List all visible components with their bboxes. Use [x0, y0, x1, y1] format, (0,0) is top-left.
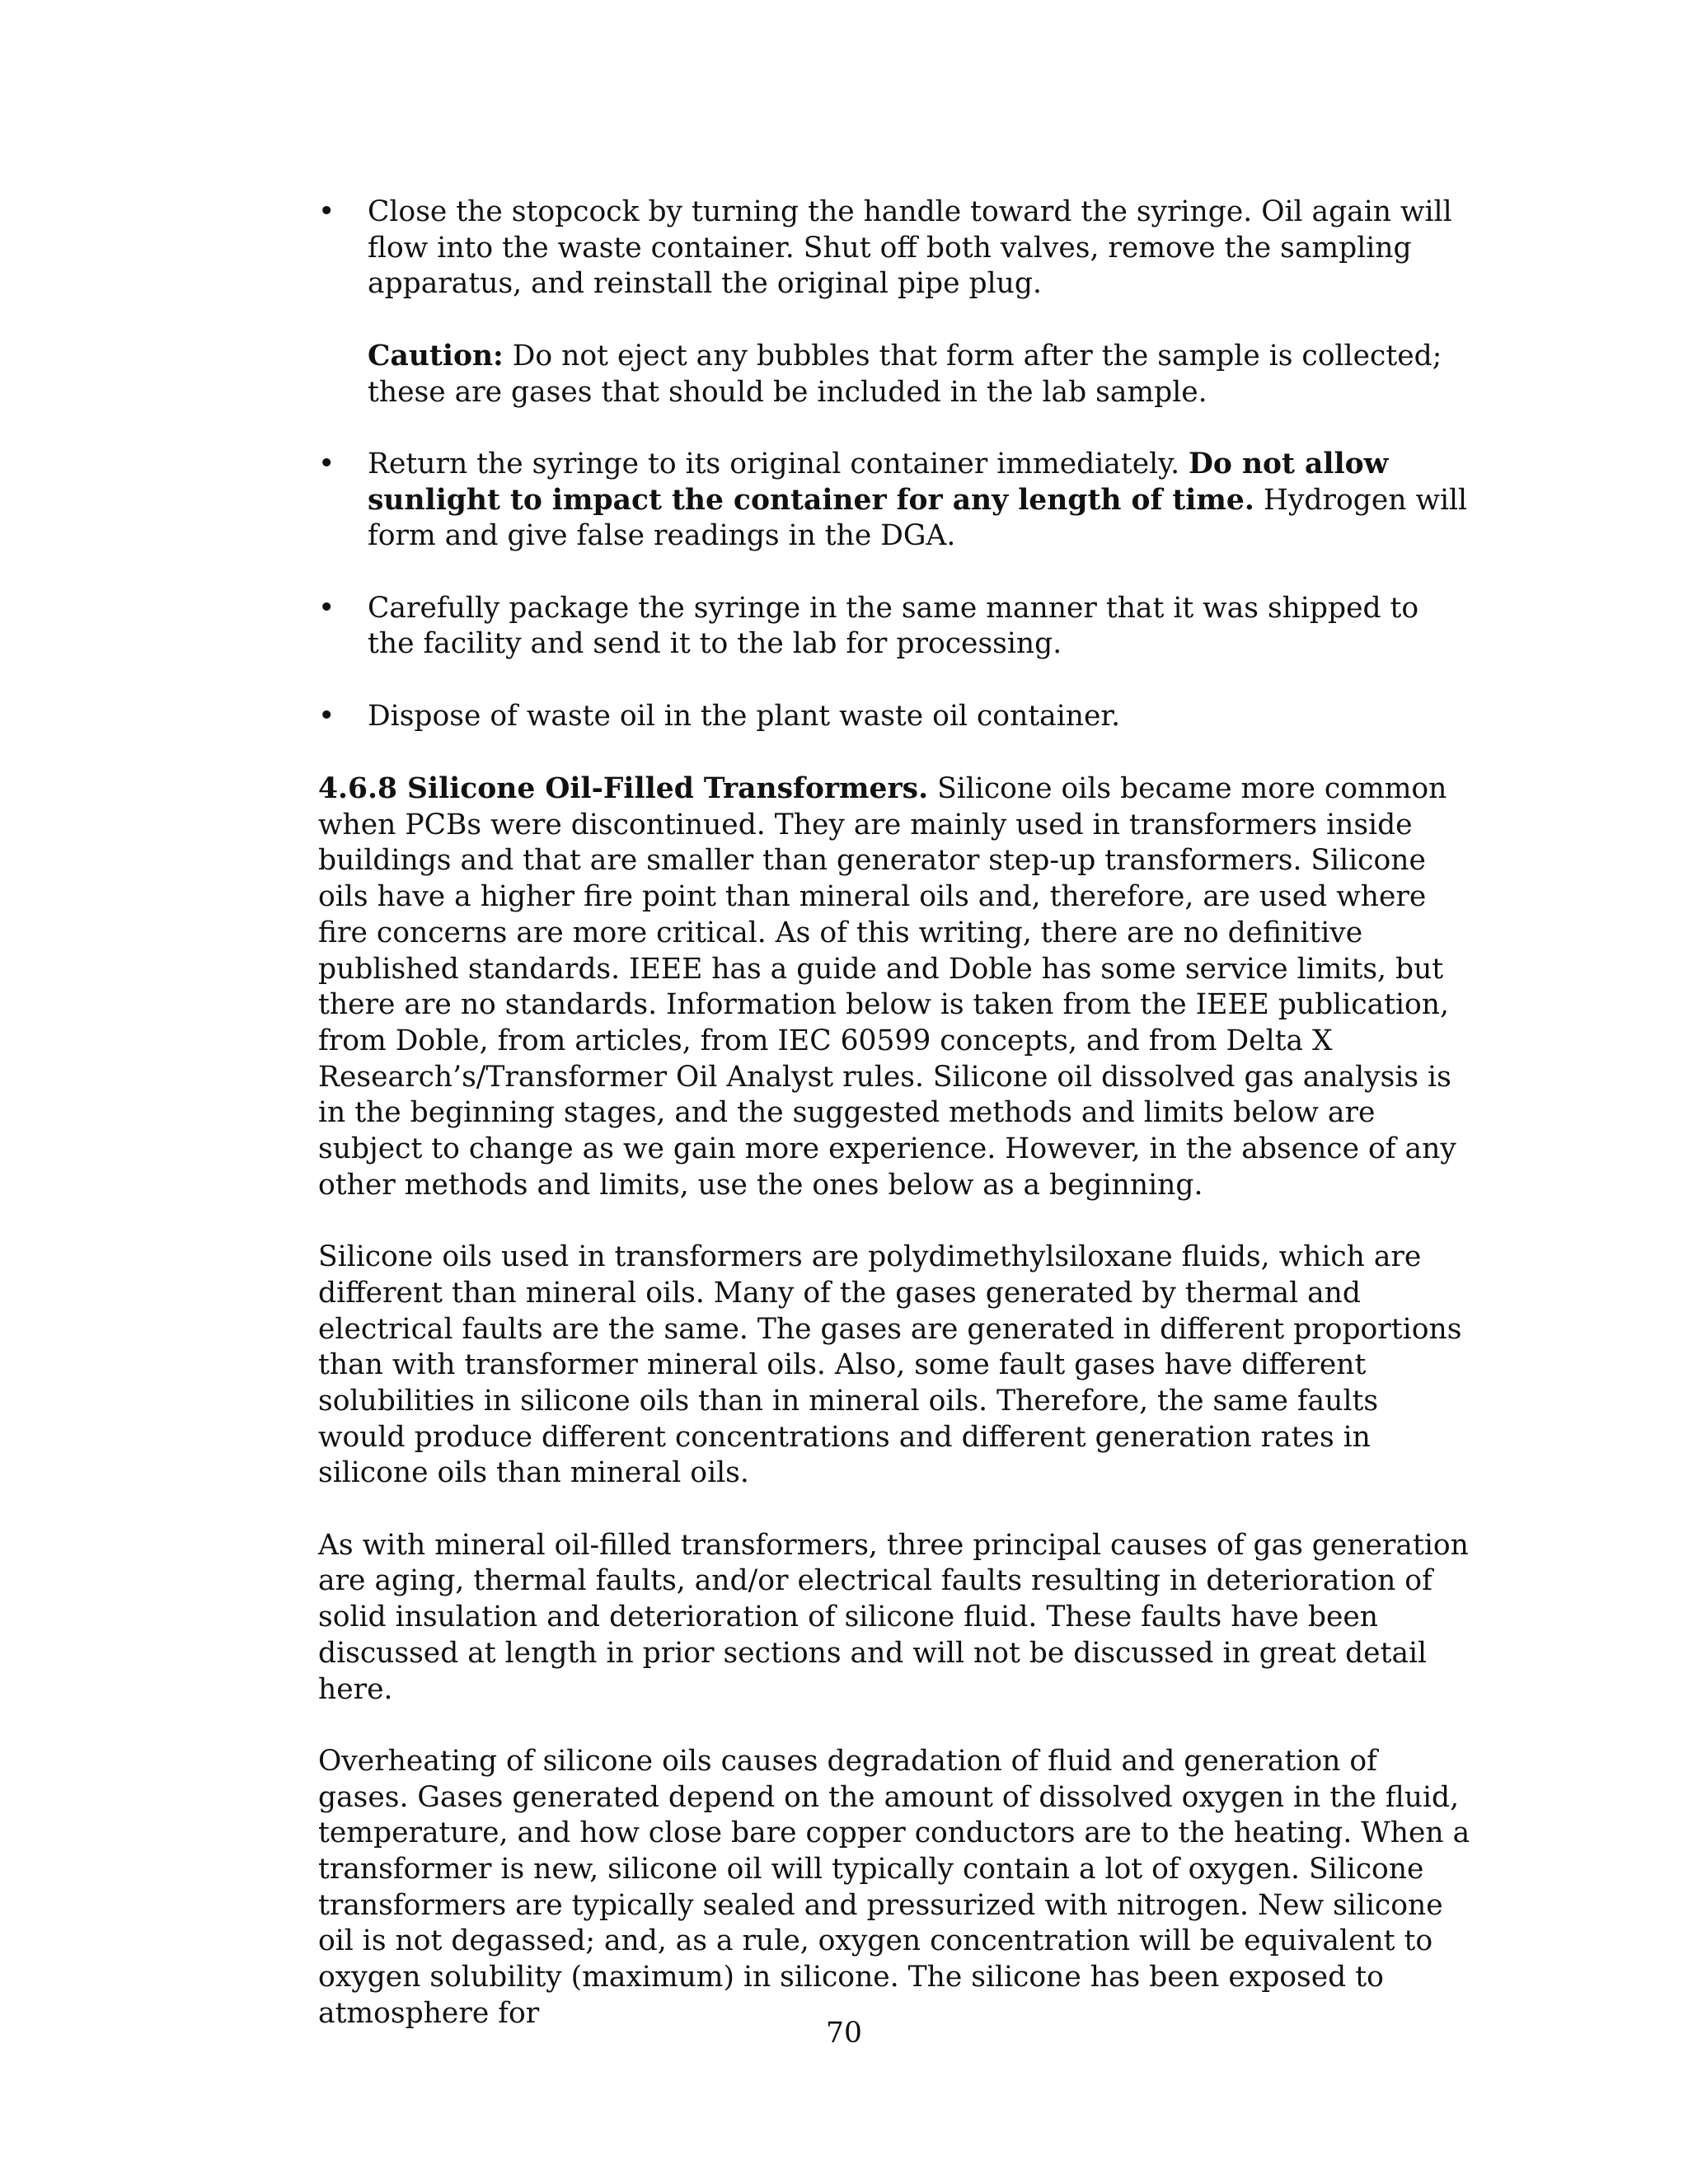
- bullet-icon: •: [318, 699, 335, 733]
- bullet-list: [318, 194, 1472, 771]
- section-intro-paragraph: [318, 771, 1472, 1203]
- bullet-text: [368, 447, 1472, 555]
- section-intro-text: Silicone oils became more common when PCBs were discontinued. They are mainly used in transformers inside buildings and that are smaller than generator step-up transformers. Silicone oils have a higher fire point than mineral oils and, therefore, are used where fire concerns are more critical. As of this writing, there are no definitive published standards. IEEE has a guide and Doble has some service limits, but there are no standards. Information below is taken from the IEEE publication, from Doble, from articles, from IEC 60599 concepts, and from Delta X Research’s/Transformer Oil Analyst rules. Silicone oil dissolved gas analysis is in the beginning stages, and the suggested methods and limits below are subject to change as we gain more experience. However, in the absence of any other methods and limits, use the ones below as a beginning.: [318, 772, 1456, 1202]
- caution-text: Do not eject any bubbles that form after the sample is collected; these are gases that should be included in the lab sample.: [368, 339, 1442, 409]
- bullet-icon: •: [318, 591, 335, 625]
- bullet-text: Close the stopcock by turning the handle toward the syringe. Oil again will flow into the waste container. Shut off both valves, remove the sampling apparatus, and reinstall the original pipe plug.: [368, 195, 1452, 301]
- caution-note: [368, 339, 1472, 410]
- list-item: [318, 194, 1472, 410]
- bullet-bold-warning: Do not allow sunlight to impact the container for any length of time.: [368, 447, 1389, 517]
- list-item: [318, 591, 1472, 663]
- body-paragraph: As with mineral oil-filled transformers, three principal causes of gas generation are aging, thermal faults, and/or electrical faults resulting in deterioration of solid insulation and deterioration of silicone fluid. These faults have been discussed at length in prior sections and will not be discussed in great detail here.: [318, 1528, 1469, 1706]
- caution-label: Caution:: [368, 339, 504, 373]
- list-item: [318, 447, 1472, 555]
- body-paragraph: Silicone oils used in transformers are polydimethylsiloxane fluids, which are different than mineral oils. Many of the gases generated by thermal and electrical faults are the same. The gases are generated in different proportions than with transformer mineral oils. Also, some fault gases have different solubilities in silicone oils than in mineral oils. Therefore, the same faults would produce different concentrations and different generation rates in silicone oils than mineral oils.: [318, 1240, 1462, 1490]
- body-paragraph: Overheating of silicone oils causes degradation of fluid and generation of gases. Gases generated depend on the amount of dissolved oxygen in the fluid, temperature, and how close bare copper conductors are to the heating. When a transformer is new, silicone oil will typically contain a lot of oxygen. Silicone transformers are typically sealed and pressurized with nitrogen. New silicone oil is not degassed; and, as a rule, oxygen concentration will be equivalent to oxygen solubility (maximum) in silicone. The silicone has been exposed to atmosphere for: [318, 1744, 1470, 2030]
- section-heading: 4.6.8 Silicone Oil-Filled Transformers.: [318, 772, 929, 805]
- list-item: [318, 699, 1472, 735]
- bullet-text: Carefully package the syringe in the same manner that it was shipped to the facility and send it to the lab for processing.: [368, 591, 1419, 661]
- page-number: 70: [826, 2017, 862, 2050]
- section-silicone-oil: [318, 771, 1472, 2068]
- bullet-text-before: Return the syringe to its original container immediately.: [368, 447, 1189, 480]
- bullet-icon: •: [318, 447, 335, 480]
- bullet-text-after: Hydrogen will form and give false readings in the DGA.: [368, 483, 1468, 553]
- bullet-icon: •: [318, 195, 335, 228]
- bullet-text: Dispose of waste oil in the plant waste oil container.: [368, 699, 1121, 733]
